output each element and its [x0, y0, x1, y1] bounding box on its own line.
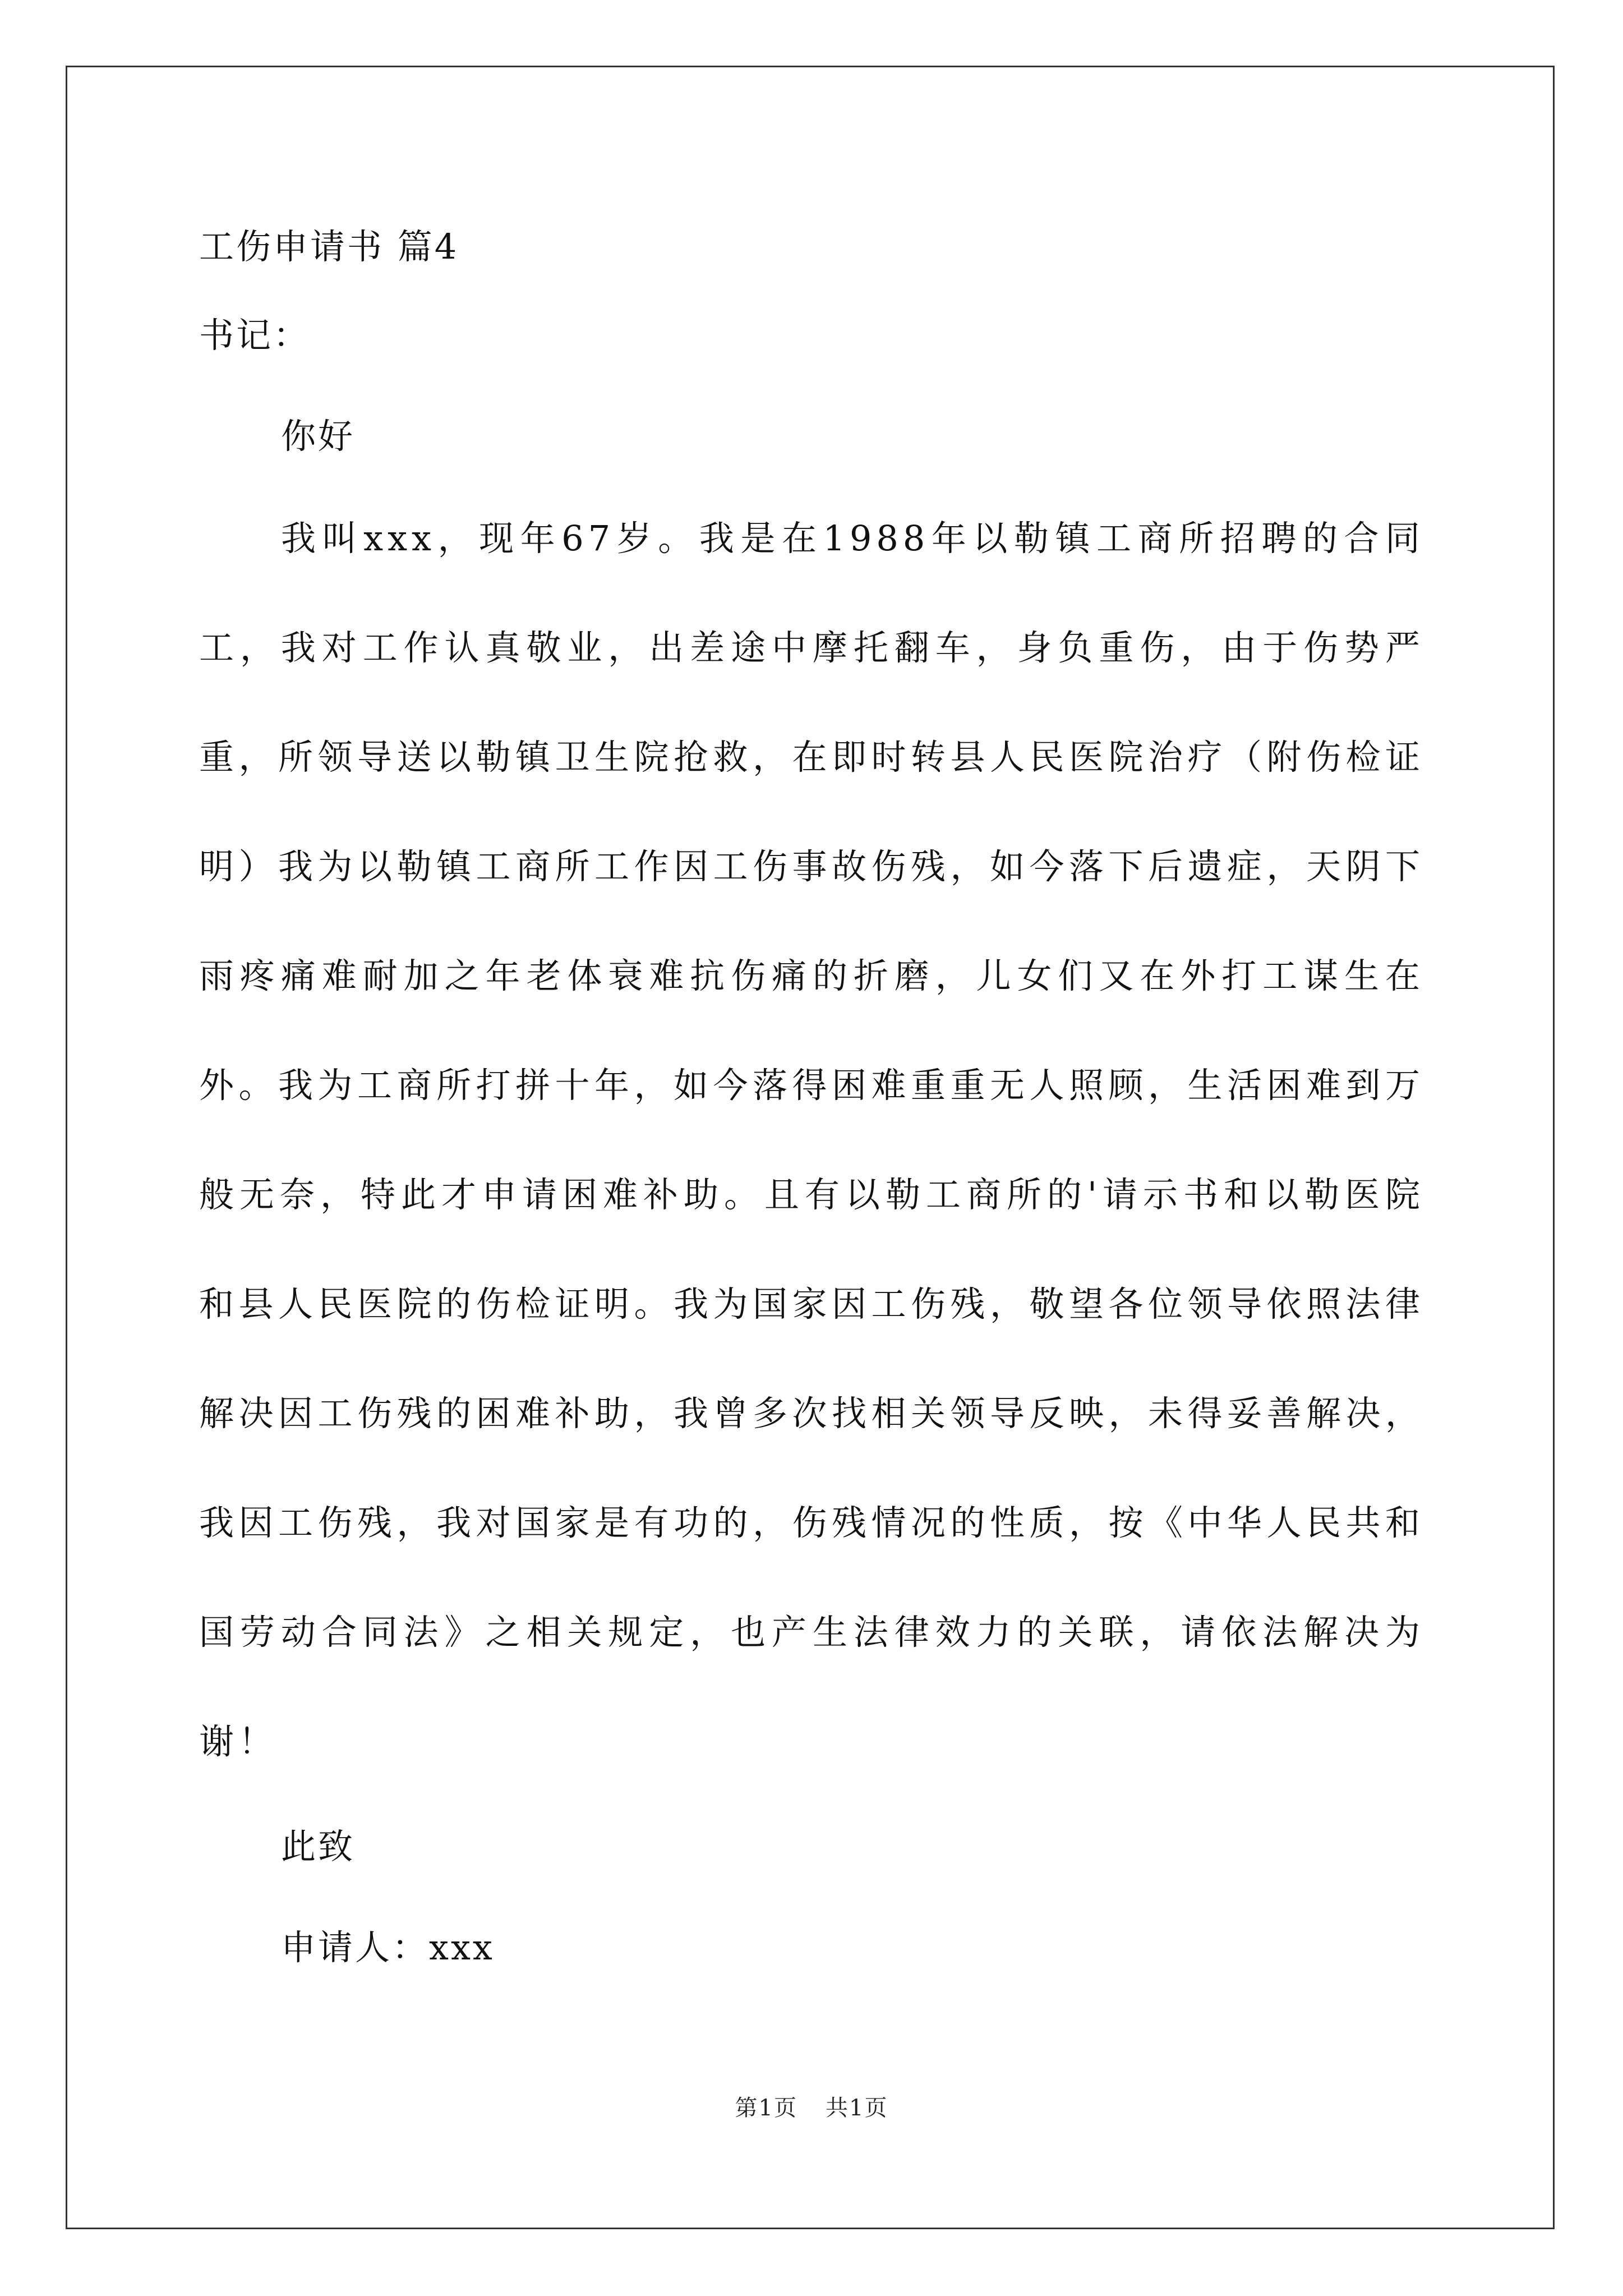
closing: 此致 — [281, 1826, 356, 1867]
page-number-total: 共1页 — [826, 2095, 888, 2121]
page-footer — [0, 2094, 1623, 2122]
salutation: 书记： — [199, 315, 311, 356]
body-paragraph: 我叫xxx，现年67岁。我是在1988年以勒镇工商所招聘的合同工，我对工作认真敬业，出差途中摩托翻车，身负重伤，由于伤势严重，所领导送以勒镇卫生院抢救，在即时转县人民医院治疗（附伤检证明）我为以勒镇工商所工作因工伤事故伤残，如今落下后遗症，天阴下雨疼痛难耐加之年老体衰难抗伤痛的折磨，儿女们又在外打工谋生在外。我为工商所打拼十年，如今落得困难重重无人照顾，生活困难到万般无奈，特此才申请困难补助。且有以勒工商所的'请示书和以勒医院和县人民医院的伤检证明。我为国家因工伤残，敬望各位领导依照法律解决因工伤残的困难补助，我曾多次找相关领导反映，未得妥善解决，我因工伤残，我对国家是有功的，伤残情况的性质，按《中华人民共和国劳动合同法》之相关规定，也产生法律效力的关联，请依法解决为谢！ — [199, 518, 1424, 1762]
document-content — [199, 224, 1424, 2026]
signature: 申请人：xxx — [281, 1927, 495, 1968]
document-title: 工伤申请书 篇4 — [199, 226, 459, 267]
page-number-current: 第1页 — [735, 2095, 797, 2121]
greeting: 你好 — [281, 416, 356, 457]
